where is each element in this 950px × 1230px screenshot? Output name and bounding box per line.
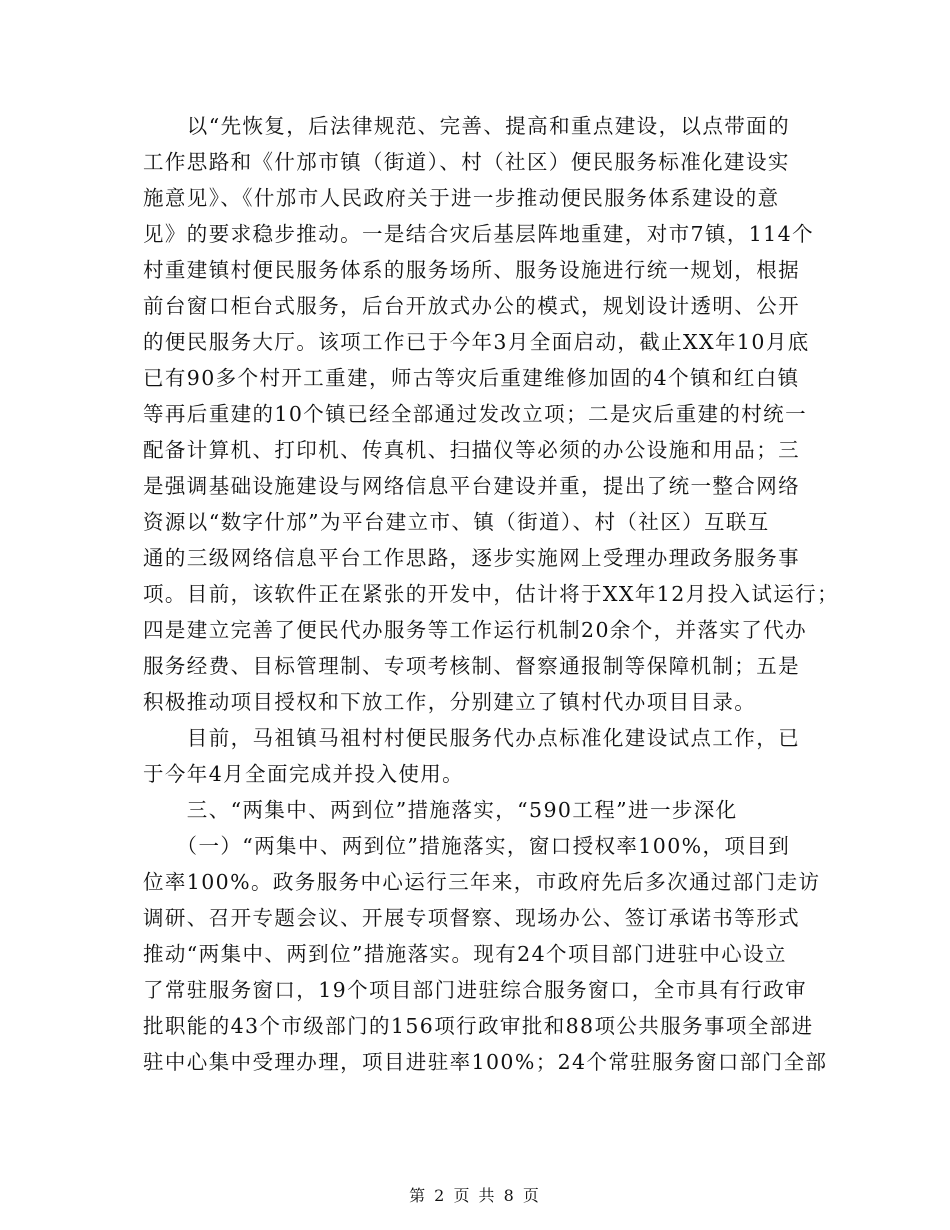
text-line: 项。目前，该软件正在紧张的开发中，估计将于XX年12月投入试运行； bbox=[143, 582, 839, 606]
text-line: 目前，马祖镇马祖村村便民服务代办点标准化建设试点工作，已 bbox=[143, 726, 800, 750]
text-line: 批职能的43个市级部门的156项行政审批和88项公共服务事项全部进 bbox=[143, 1014, 814, 1038]
text-line: 资源以“数字什邡”为平台建立市、镇（街道）、村（社区）互联互 bbox=[143, 510, 770, 534]
text-line: 的便民服务大厅。该项工作已于今年3月全面启动，截止XX年10月底 bbox=[143, 330, 810, 354]
section-heading: 三、“两集中、两到位”措施落实，“590工程”进一步深化 bbox=[143, 798, 738, 822]
text-line: 工作思路和《什邡市镇（街道）、村（社区）便民服务标准化建设实 bbox=[143, 150, 790, 174]
text-line: 驻中心集中受理办理，项目进驻率100%；24个常驻服务窗口部门全部 bbox=[143, 1050, 828, 1074]
text-line: 位率100%。政务服务中心运行三年来，市政府先后多次通过部门走访 bbox=[143, 870, 821, 894]
text-line: 施意见》、《什邡市人民政府关于进一步推动便民服务体系建设的意 bbox=[143, 186, 780, 210]
text-line: 推动“两集中、两到位”措施落实。现有24个项目部门进驻中心设立 bbox=[143, 942, 787, 966]
text-line: 调研、召开专题会议、开展专项督察、现场办公、签订承诺书等形式 bbox=[143, 906, 800, 930]
text-line: 了常驻服务窗口，19个项目部门进驻综合服务窗口，全市具有行政审 bbox=[143, 978, 807, 1002]
text-line: 已有90多个村开工重建，师古等灾后重建维修加固的4个镇和红白镇 bbox=[143, 366, 800, 390]
text-line: （一）“两集中、两到位”措施落实，窗口授权率100%，项目到 bbox=[143, 834, 791, 858]
text-line: 于今年4月全面完成并投入使用。 bbox=[143, 762, 465, 786]
text-line: 配备计算机、打印机、传真机、扫描仪等必须的办公设施和用品；三 bbox=[143, 438, 800, 462]
text-line: 通的三级网络信息平台工作思路，逐步实施网上受理办理政务服务事 bbox=[143, 546, 800, 570]
text-line: 积极推动项目授权和下放工作，分别建立了镇村代办项目目录。 bbox=[143, 690, 757, 714]
page-footer: 第 2 页 共 8 页 bbox=[409, 1186, 541, 1205]
text-line: 以“先恢复，后法律规范、完善、提高和重点建设，以点带面的 bbox=[143, 114, 790, 138]
text-line: 村重建镇村便民服务体系的服务场所、服务设施进行统一规划，根据 bbox=[143, 258, 800, 282]
text-line: 见》的要求稳步推动。一是结合灾后基层阵地重建，对市7镇，114个 bbox=[143, 222, 814, 246]
text-line: 服务经费、目标管理制、专项考核制、督察通报制等保障机制；五是 bbox=[143, 654, 800, 678]
text-line: 是强调基础设施建设与网络信息平台建设并重，提出了统一整合网络 bbox=[143, 474, 800, 498]
text-line: 四是建立完善了便民代办服务等工作运行机制20余个，并落实了代办 bbox=[143, 618, 807, 642]
text-line: 等再后重建的10个镇已经全部通过发改立项；二是灾后重建的村统一 bbox=[143, 402, 807, 426]
text-line: 前台窗口柜台式服务，后台开放式办公的模式，规划设计透明、公开 bbox=[143, 294, 800, 318]
